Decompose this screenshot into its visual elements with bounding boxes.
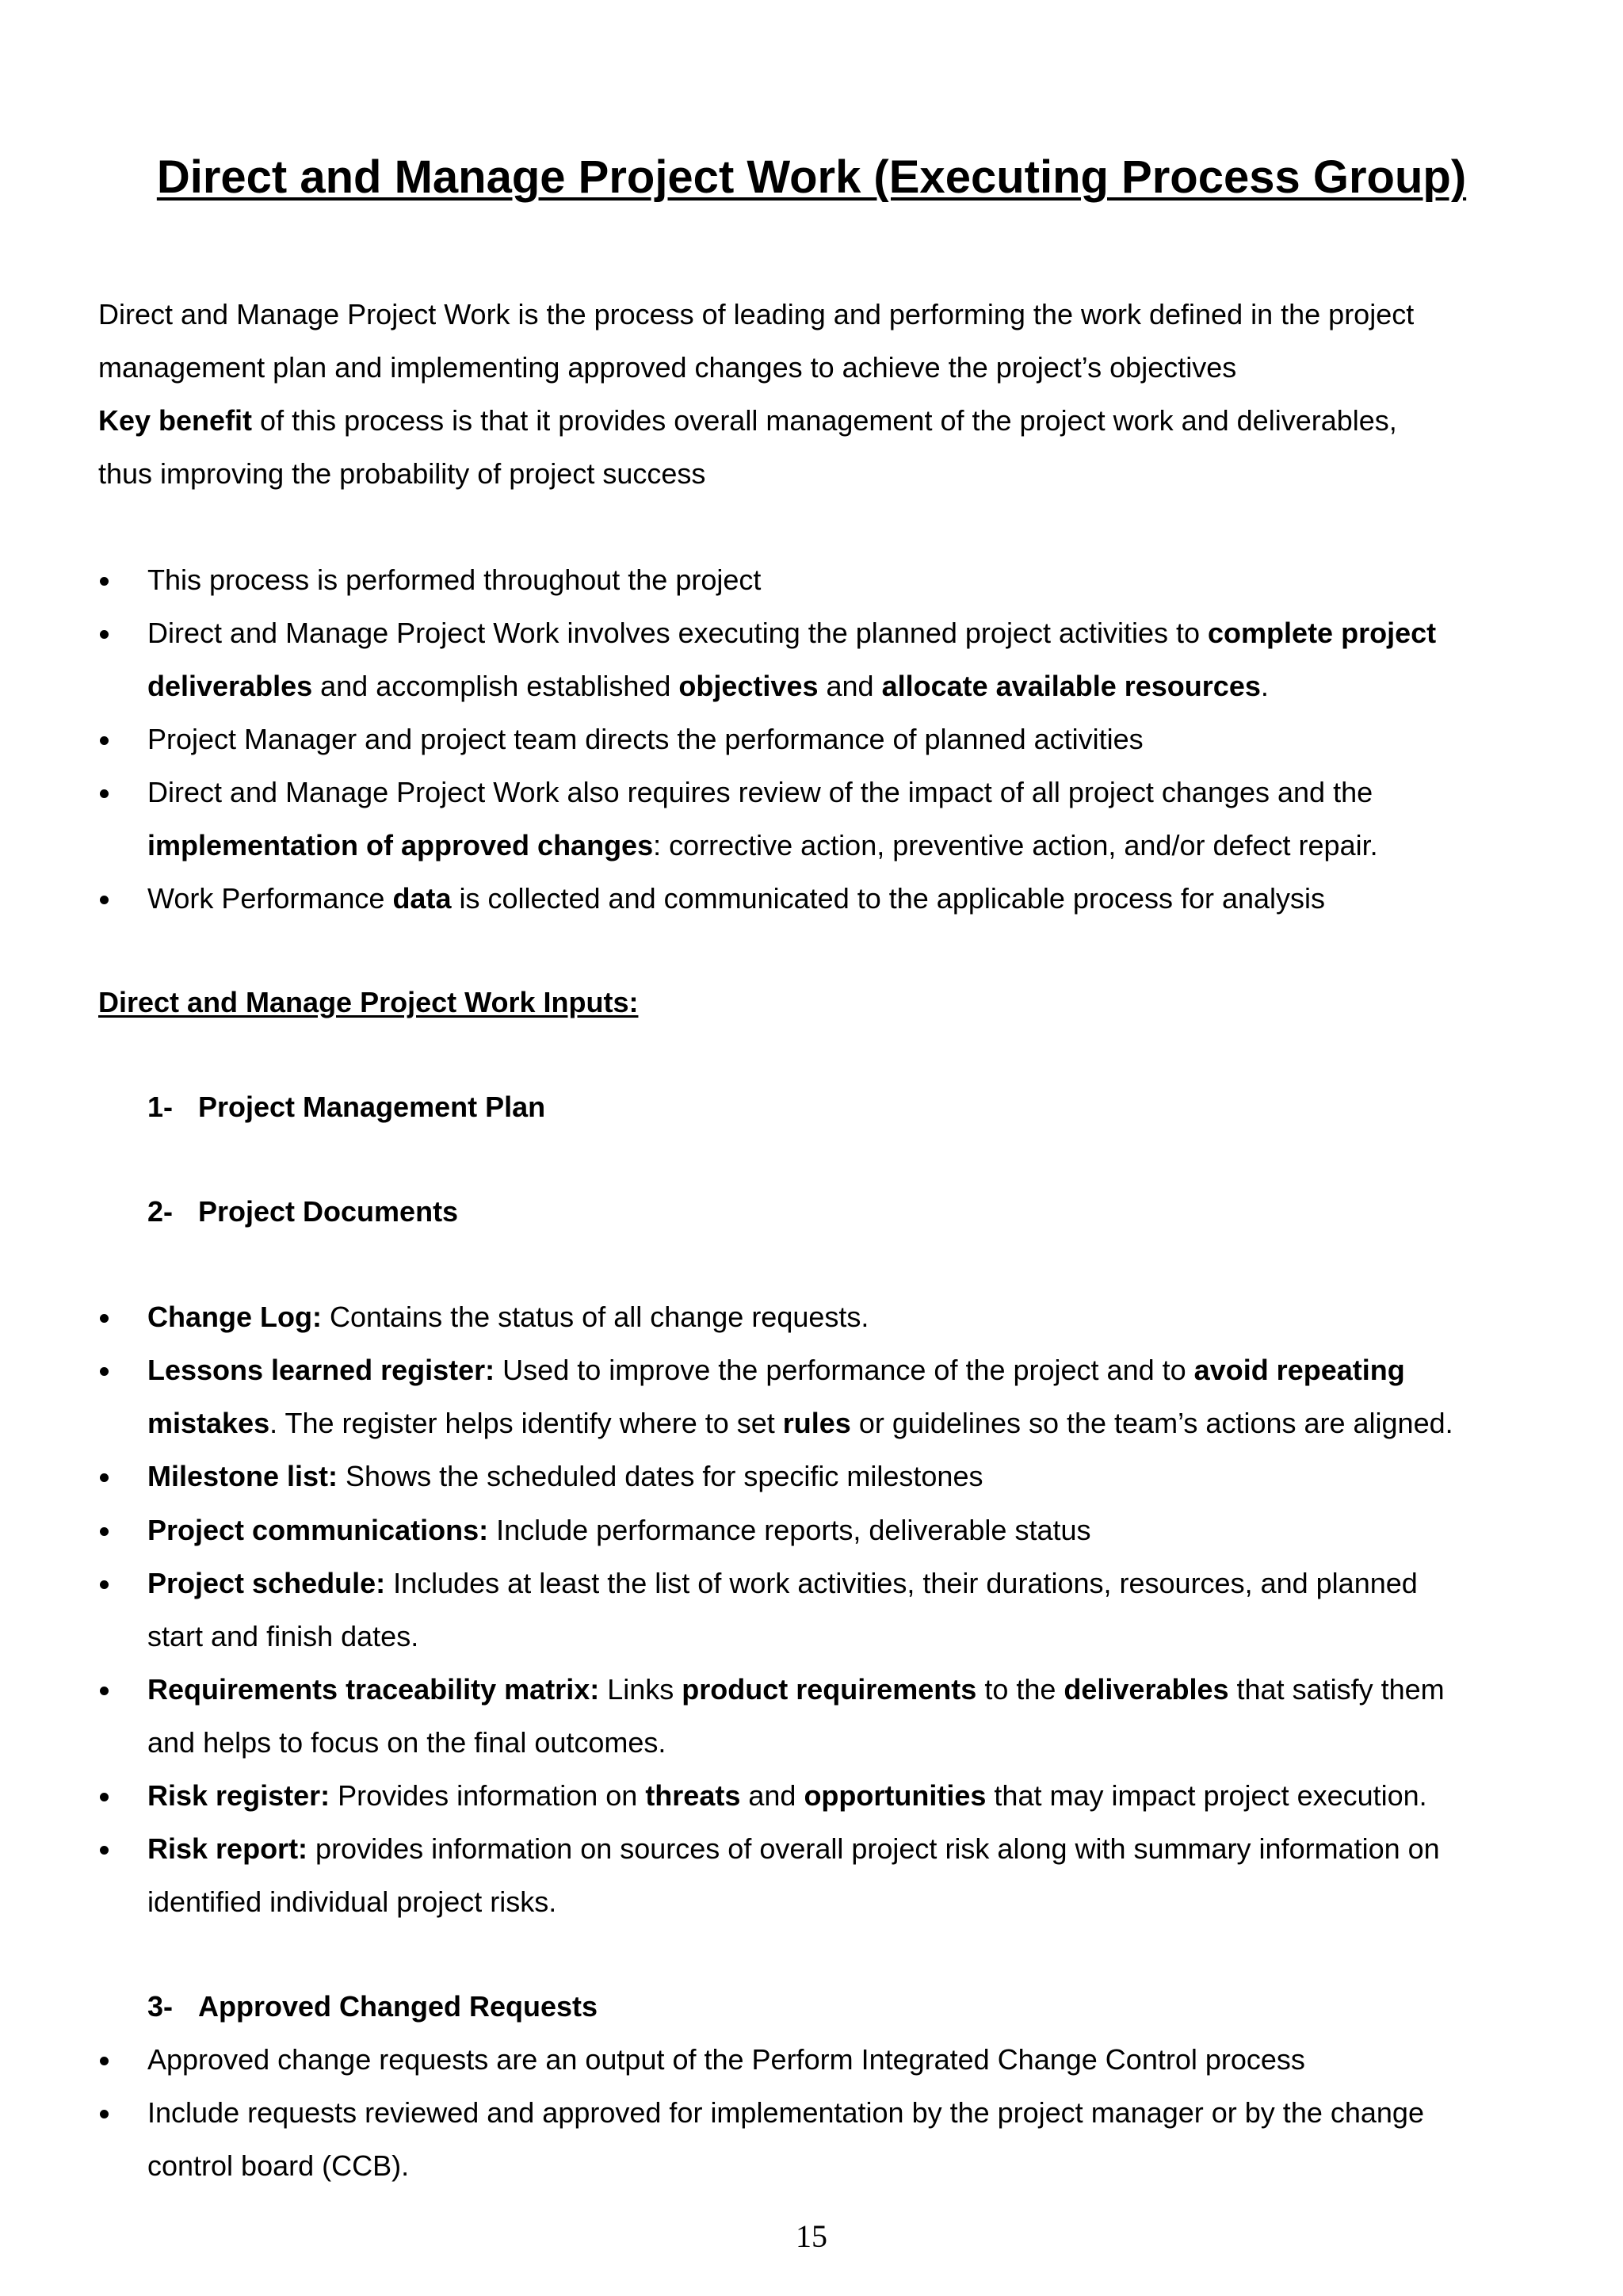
doc-emphasis: avoid repeating [1193,1354,1405,1386]
bullet-item-4-cont [147,828,1378,863]
input-item-1 [147,1090,545,1125]
bullet-5-text: is collected and communicated to the applicable process for analysis [451,882,1326,915]
bullet-item-5 [147,881,1325,916]
bullet-icon [100,1513,116,1548]
bullet-icon [100,563,116,598]
input-1-label: Project Management Plan [198,1091,546,1123]
doc-item-milestone-list [147,1459,983,1494]
page-number: 15 [796,2218,827,2254]
intro-line-4: thus improving the probability of project success [98,457,706,490]
bullet-2-text: Direct and Manage Project Work involves executing the planned project activities to [147,617,1209,649]
doc-desc: to the [976,1673,1064,1706]
doc-item-change-log [147,1300,869,1335]
doc-desc: or guidelines so the team’s actions are aligned. [850,1407,1453,1439]
approved-item-1: Approved change requests are an output of the Perform Integrated Change Control process [147,2043,1305,2076]
doc-emphasis: mistakes [147,1407,270,1439]
bullet-item-2 [147,616,1436,651]
doc-emphasis: product requirements [682,1673,977,1706]
bullet-icon [100,1832,116,1866]
bullet-icon [100,722,116,757]
doc-item-rtm-cont: and helps to focus on the final outcomes. [147,1726,666,1759]
approved-item-2: Include requests reviewed and approved for implementation by the project manager or by the change [147,2096,1424,2129]
bullet-5-text: Work Performance [147,882,393,915]
doc-item-lessons-learned [147,1353,1405,1388]
doc-emphasis: deliverables [1064,1673,1229,1706]
doc-item-risk-report [147,1832,1440,1866]
doc-emphasis: threats [645,1779,741,1812]
doc-desc: . The register helps identify where to set [269,1407,783,1439]
input-2-label: Project Documents [198,1195,459,1228]
doc-item-lessons-learned-cont [147,1406,1453,1441]
bullet-icon [100,1778,116,1813]
bullet-item-4: Direct and Manage Project Work also requires review of the impact of all project changes and the [147,776,1373,808]
doc-desc: and [740,1779,804,1812]
doc-item-risk-register [147,1778,1427,1813]
doc-desc: Includes at least the list of work activities, their durations, resources, and planned [385,1567,1418,1599]
doc-term: Project communications: [147,1514,489,1546]
input-1-number: 1- [147,1091,174,1123]
intro-line-1: Direct and Manage Project Work is the process of leading and performing the work defined in the project [98,298,1415,330]
key-benefit-line [98,403,1397,438]
doc-desc: Links [599,1673,682,1706]
bullet-item-2-cont [147,669,1269,704]
doc-item-risk-report-cont: identified individual project risks. [147,1885,557,1918]
bullet-2-bold: deliverables [147,670,313,702]
bullet-2-text: and accomplish established [312,670,679,702]
doc-desc: Provides information on [330,1779,646,1812]
bullet-2-bold: allocate available resources [881,670,1261,702]
bullet-2-text: and [818,670,882,702]
bullet-icon [100,1353,116,1388]
bullet-2-text: . [1260,670,1269,702]
doc-desc: Shows the scheduled dates for specific milestones [338,1460,983,1492]
doc-desc: provides information on sources of overall project risk along with summary information on [307,1832,1440,1865]
bullet-icon [100,881,116,916]
doc-term: Risk report: [147,1832,308,1865]
bullet-icon [100,2095,116,2130]
doc-desc: Used to improve the performance of the project and to [495,1354,1194,1386]
doc-term: Lessons learned register: [147,1354,495,1386]
doc-desc: Include performance reports, deliverable status [488,1514,1091,1546]
bullet-item-1: This process is performed throughout the project [147,563,762,596]
doc-desc: that may impact project execution. [986,1779,1427,1812]
doc-emphasis: rules [782,1407,851,1439]
input-2-number: 2- [147,1195,174,1228]
bullet-icon [100,1672,116,1707]
bullet-item-3: Project Manager and project team directs the performance of planned activities [147,723,1144,755]
input-item-2 [147,1194,458,1229]
bullet-2-bold: complete project [1208,617,1437,649]
page-title: Direct and Manage Project Work (Executing Process Group) [156,151,1467,203]
doc-desc: that satisfy them [1228,1673,1445,1706]
doc-term: Milestone list: [147,1460,338,1492]
input-3-number: 3- [147,1990,174,2023]
doc-term: Project schedule: [147,1567,386,1599]
doc-item-project-communications [147,1513,1091,1548]
doc-emphasis: opportunities [804,1779,987,1812]
doc-term: Change Log: [147,1301,322,1333]
doc-term: Requirements traceability matrix: [147,1673,600,1706]
doc-item-project-schedule [147,1566,1418,1601]
bullet-icon [100,1300,116,1335]
input-3-label: Approved Changed Requests [198,1990,598,2023]
doc-item-project-schedule-cont: start and finish dates. [147,1620,419,1652]
key-benefit-text: of this process is that it provides overall management of the project work and deliverables, [252,404,1397,437]
bullet-4-bold: implementation of approved changes [147,829,654,861]
bullet-5-bold: data [392,882,452,915]
bullet-icon [100,616,116,651]
doc-item-rtm [147,1672,1445,1707]
input-item-3 [147,1989,598,2024]
bullet-icon [100,775,116,810]
key-benefit-label: Key benefit [98,404,253,437]
intro-line-2: management plan and implementing approved changes to achieve the project’s objectives [98,351,1237,384]
inputs-heading: Direct and Manage Project Work Inputs: [98,986,639,1018]
bullet-2-bold: objectives [678,670,819,702]
doc-term: Risk register: [147,1779,330,1812]
bullet-icon [100,1566,116,1601]
approved-item-2-cont: control board (CCB). [147,2149,410,2182]
doc-desc: Contains the status of all change requests. [321,1301,869,1333]
bullet-icon [100,2042,116,2077]
bullet-icon [100,1459,116,1494]
bullet-4-text: : corrective action, preventive action, and/or defect repair. [653,829,1378,861]
